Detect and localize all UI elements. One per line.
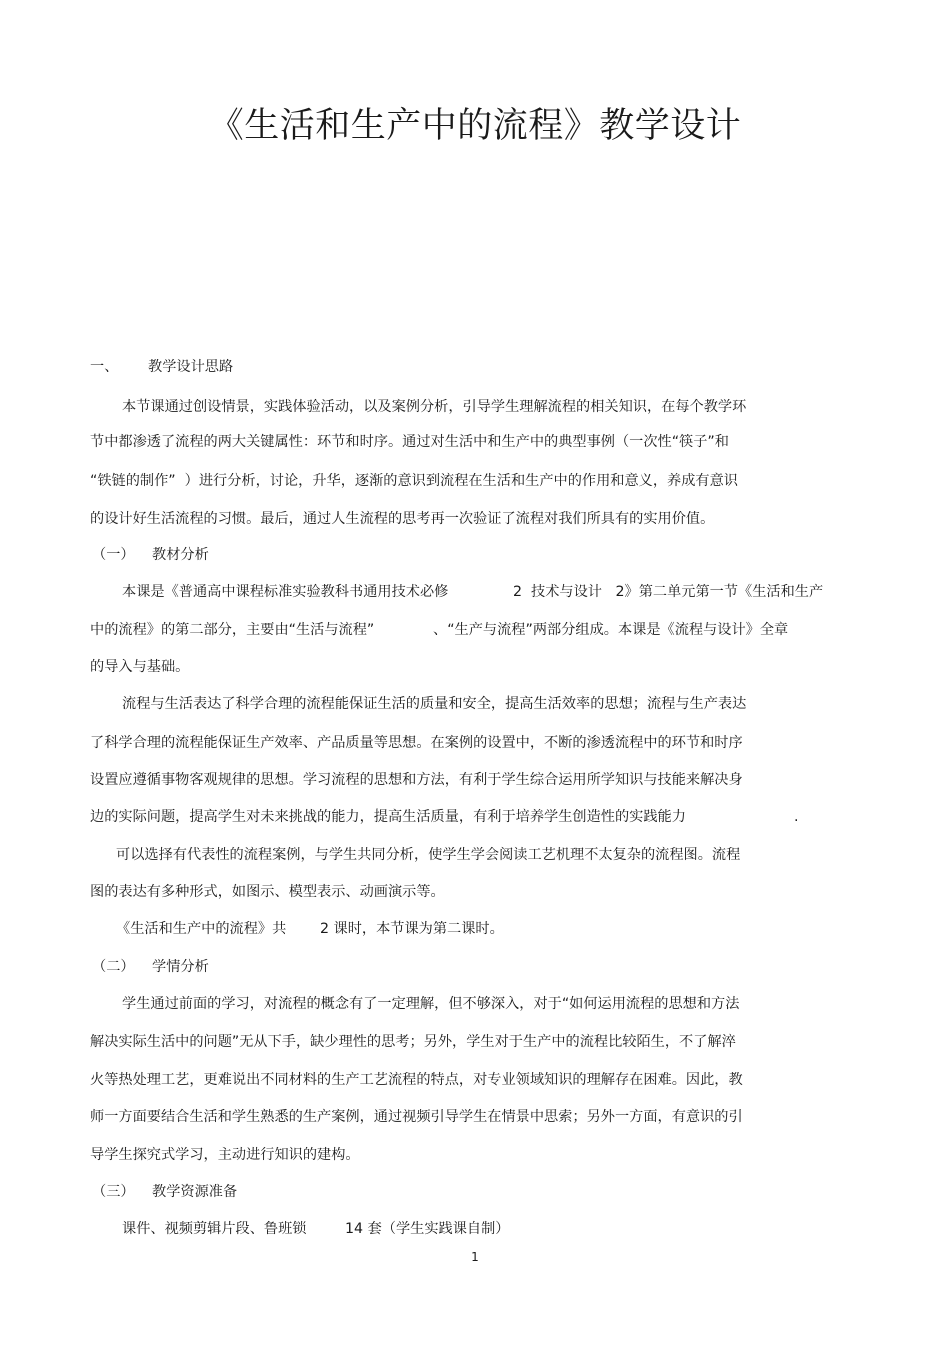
paragraph-line: 的导入与基础。 — [90, 659, 190, 675]
paragraph-line: 了科学合理的流程能保证生产效率、产品质量等思想。在案例的设置中，不断的渗透流程中的环节和时序 — [90, 735, 743, 751]
paragraph-line: 《生活和生产中的流程》共 — [116, 921, 287, 937]
paragraph-line: 本课是《普通高中课程标准实验教科书通用技术必修 — [122, 584, 449, 600]
section-number: 一、 — [90, 359, 119, 375]
paragraph-line: 火等热处理工艺，更难说出不同材料的生产工艺流程的特点，对专业领域知识的理解存在困难。因此，教 — [90, 1072, 743, 1088]
page-number: 1 — [471, 1250, 479, 1264]
paragraph-line: 师一方面要结合生活和学生熟悉的生产案例，通过视频引导学生在情景中思索；另外一方面，有意识的引 — [90, 1109, 743, 1125]
paragraph-line: 解决实际生活中的问题”无从下手，缺少理性的思考；另外，学生对于生产中的流程比较陌生，不了解淬 — [90, 1034, 736, 1050]
paragraph-line: 设置应遵循事物客观规律的思想。学习流程的思想和方法，有利于学生综合运用所学知识与技能来解决身 — [90, 772, 743, 788]
paragraph-line: 14 套（学生实践课自制） — [345, 1221, 510, 1237]
paragraph-line: 可以选择有代表性的流程案例，与学生共同分析，使学生学会阅读工艺机理不太复杂的流程图。流程 — [116, 847, 741, 863]
paragraph-line: 节中都渗透了流程的两大关键属性：环节和时序。通过对生活中和生产中的典型事例（一次性“筷子”和 — [90, 434, 729, 450]
paragraph-line: 的设计好生活流程的习惯。最后，通过人生流程的思考再一次验证了流程对我们所具有的实用价值。 — [90, 511, 715, 527]
paragraph-line: 、“生产与流程”两部分组成。本课是《流程与设计》全章 — [433, 622, 789, 638]
paragraph-line: 本节课通过创设情景，实践体验活动，以及案例分析，引导学生理解流程的相关知识，在每个教学环 — [122, 399, 747, 415]
paragraph-line: 中的流程》的第二部分，主要由“生活与流程” — [90, 622, 375, 638]
subsection-heading: 教学资源准备 — [152, 1184, 238, 1200]
paragraph-line: 图的表达有多种形式，如图示、模型表示、动画演示等。 — [90, 884, 445, 900]
section-heading: 教学设计思路 — [148, 359, 234, 375]
paragraph-line: “铁链的制作” ）进行分析，讨论，升华，逐渐的意识到流程在生活和生产中的作用和意义，养成有意识 — [90, 473, 738, 489]
paragraph-line: 2 课时，本节课为第二课时。 — [320, 921, 504, 937]
paragraph-line: 2 技术与设计 2》第二单元第一节《生活和生产 — [513, 584, 824, 600]
subsection-heading: 学情分析 — [152, 959, 209, 975]
subsection-number: （一） — [92, 547, 135, 563]
paragraph-line: 导学生探究式学习，主动进行知识的建构。 — [90, 1147, 360, 1163]
paragraph-line: 课件、视频剪辑片段、鲁班锁 — [122, 1221, 307, 1237]
paragraph-end-mark: . — [794, 809, 799, 825]
subsection-number: （三） — [92, 1184, 135, 1200]
subsection-number: （二） — [92, 959, 135, 975]
subsection-heading: 教材分析 — [152, 547, 209, 563]
paragraph-line: 流程与生活表达了科学合理的流程能保证生活的质量和安全，提高生活效率的思想；流程与生产表达 — [122, 696, 747, 712]
page-title: 《生活和生产中的流程》教学设计 — [208, 106, 742, 146]
paragraph-line: 学生通过前面的学习，对流程的概念有了一定理解，但不够深入，对于“如何运用流程的思想和方法 — [122, 996, 740, 1012]
paragraph-line: 边的实际问题，提高学生对未来挑战的能力，提高生活质量，有利于培养学生创造性的实践能力 — [90, 809, 686, 825]
